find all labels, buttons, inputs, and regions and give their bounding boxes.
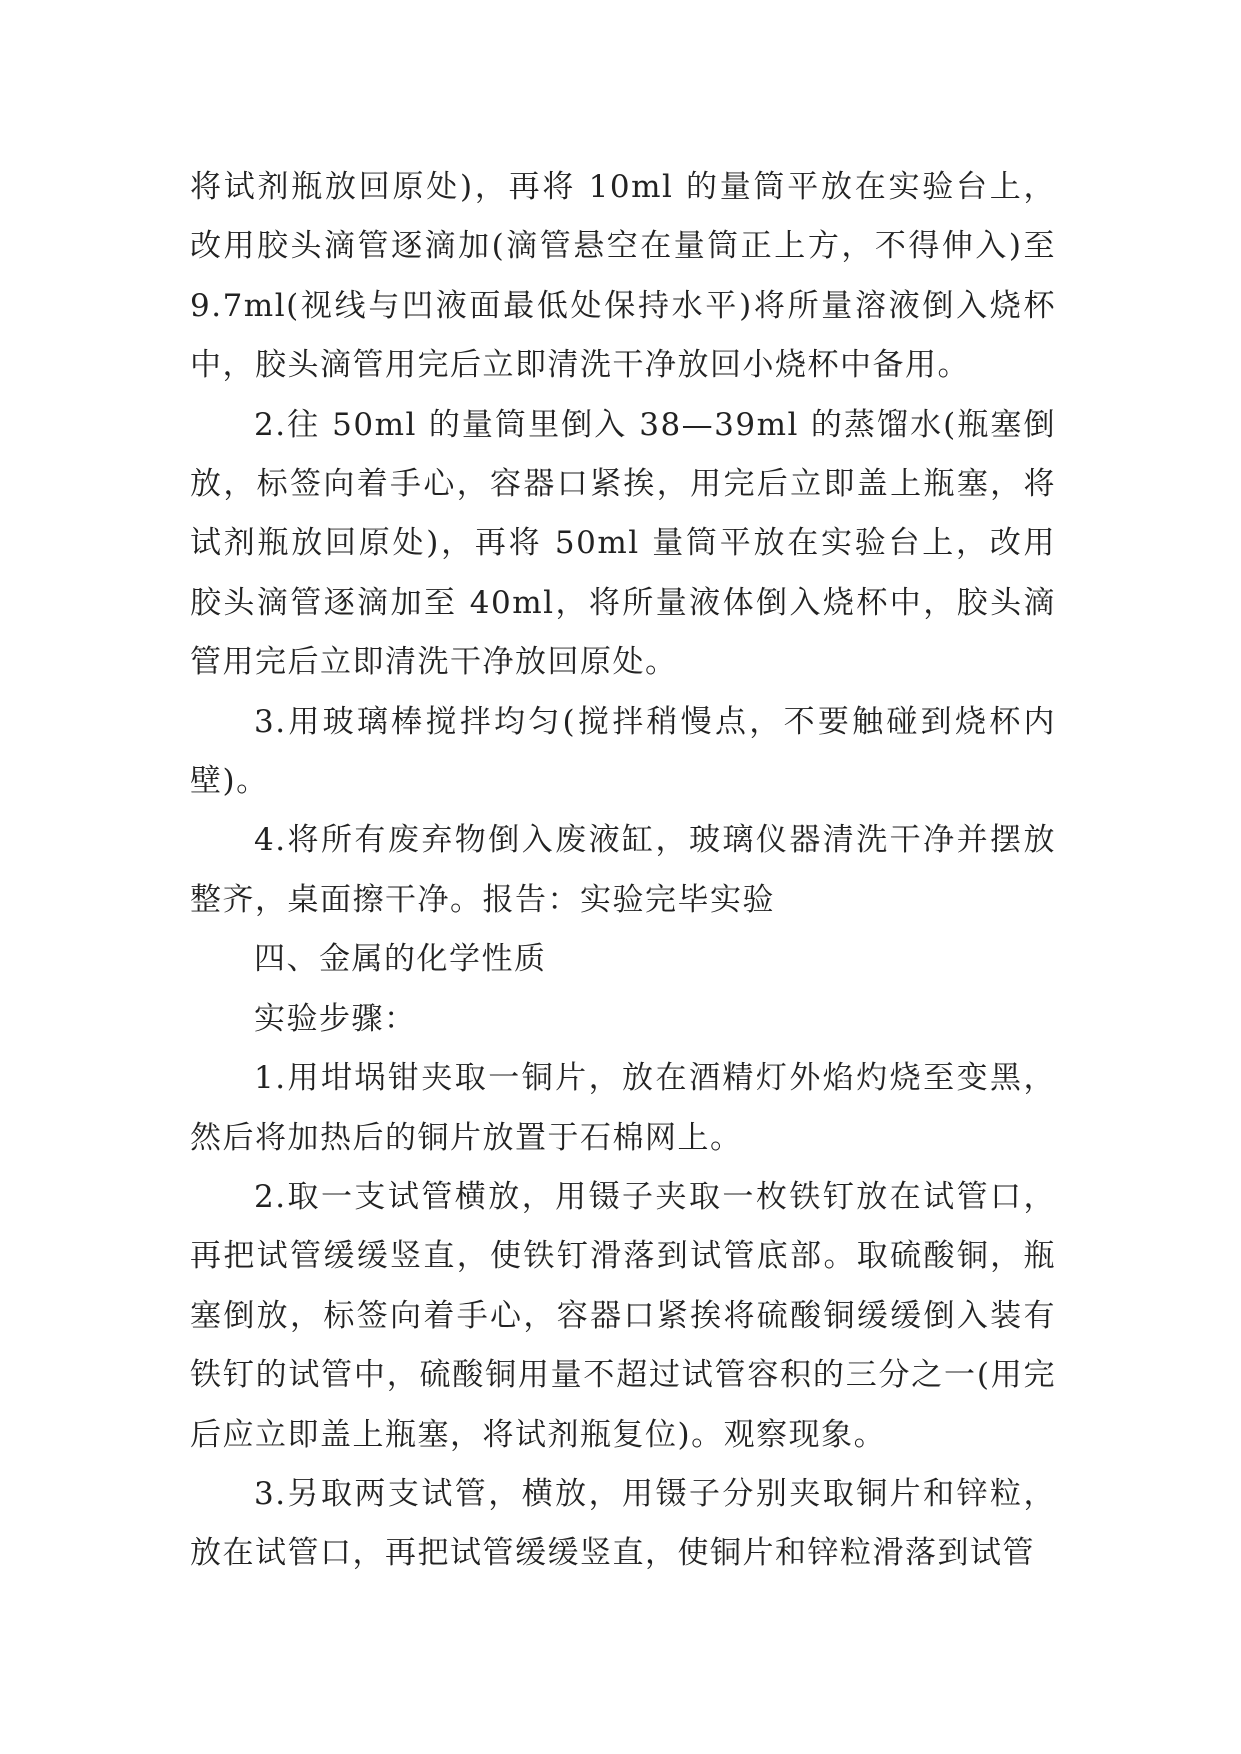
paragraph-step-2-measure: 2.往 50ml 的量筒里倒入 38—39ml 的蒸馏水(瓶塞倒放，标签向着手心，容器口紧挨，用完后立即盖上瓶塞，将试剂瓶放回原处)，再将 50ml 量筒平放在实验台上，改用胶头滴管逐滴加至 40ml，将所量液体倒入烧杯中，胶头滴管用完后立即清洗干净放回原处。 [190, 406, 1056, 681]
paragraph-step-4-cleanup: 4.将所有废弃物倒入废液缸，玻璃仪器清洗干净并摆放整齐，桌面擦干净。报告：实验完毕实验 [190, 822, 1056, 918]
subheading-experiment-steps: 实验步骤： [254, 1000, 417, 1037]
paragraph-continuation: 将试剂瓶放回原处)，再将 10ml 的量筒平放在实验台上，改用胶头滴管逐滴加(滴管悬空在量筒正上方，不得伸入)至 9.7ml(视线与凹液面最低处保持水平)将所量溶液倒入烧杯中，胶头滴管用完后立即清洗干净放回小烧杯中备用。 [190, 169, 1056, 384]
section-heading-metal-chemistry: 四、金属的化学性质 [254, 941, 547, 978]
paragraph-metal-step-2: 2.取一支试管横放，用镊子夹取一枚铁钉放在试管口，再把试管缓缓竖直，使铁钉滑落到试管底部。取硫酸铜，瓶塞倒放，标签向着手心，容器口紧挨将硫酸铜缓缓倒入装有铁钉的试管中，硫酸铜用量不超过试管容积的三分之一(用完后应立即盖上瓶塞，将试剂瓶复位)。观察现象。 [190, 1178, 1056, 1453]
paragraph-metal-step-3: 3.另取两支试管，横放，用镊子分别夹取铜片和锌粒，放在试管口，再把试管缓缓竖直，使铜片和锌粒滑落到试管 [190, 1475, 1056, 1572]
paragraph-step-3-stir: 3.用玻璃棒搅拌均匀(搅拌稍慢点，不要触碰到烧杯内壁)。 [190, 703, 1056, 800]
document-body [190, 158, 1056, 1584]
paragraph-metal-step-1: 1.用坩埚钳夹取一铜片，放在酒精灯外焰灼烧至变黑，然后将加热后的铜片放置于石棉网上。 [190, 1060, 1056, 1156]
